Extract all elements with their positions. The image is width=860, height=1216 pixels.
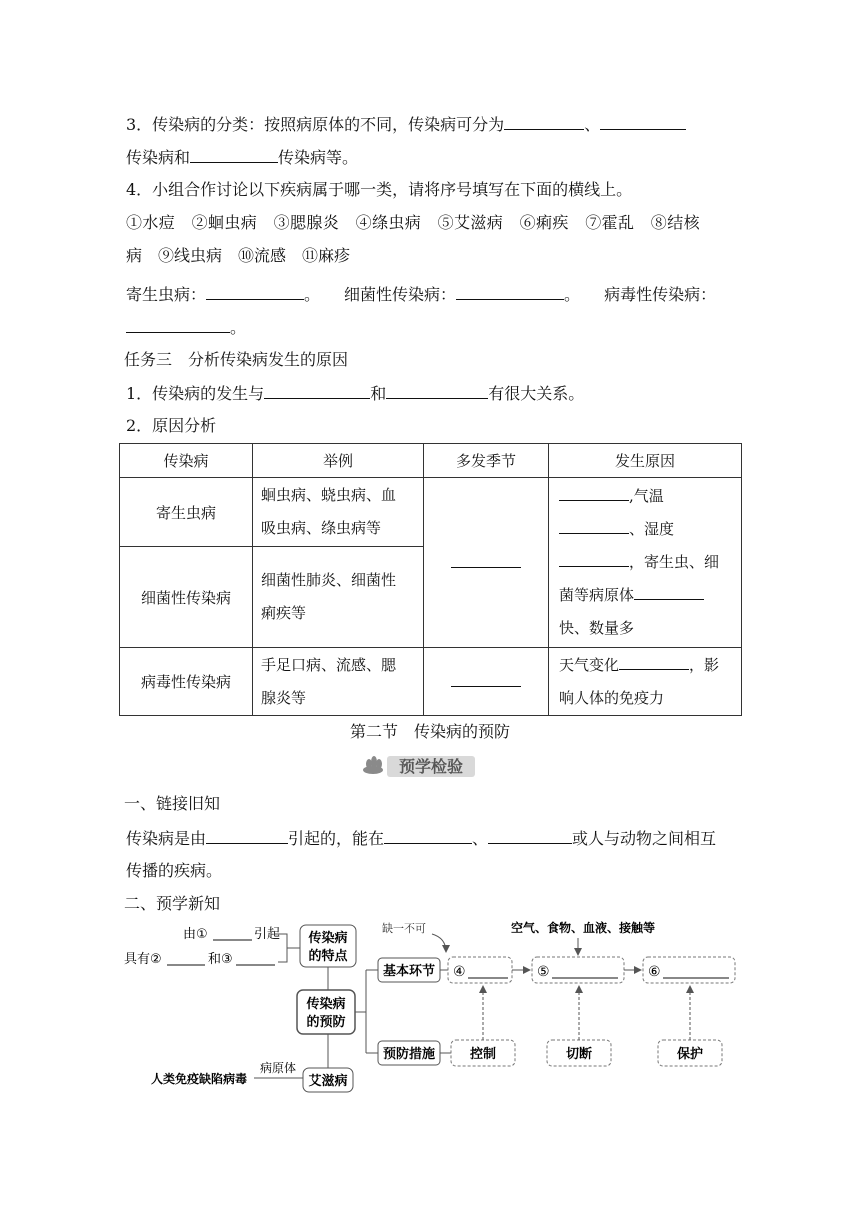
answer-blank[interactable]: [206, 282, 304, 300]
viral-label: 病毒性传染病：: [604, 285, 717, 304]
table-row: [120, 648, 742, 716]
answer-blank[interactable]: [559, 500, 629, 501]
protect-text: 保护: [676, 1047, 704, 1062]
disease-type-cell: 细菌性传染病: [120, 547, 253, 648]
period: 。: [230, 318, 247, 337]
answer-blank[interactable]: [559, 566, 629, 567]
example-cell: [253, 478, 424, 547]
cause-cell: [549, 478, 742, 648]
cause-line: [559, 579, 731, 612]
answer-blank[interactable]: [386, 381, 488, 399]
link-text: 、: [472, 829, 489, 848]
answer-blank[interactable]: [264, 381, 370, 399]
q3-text: 传染病等。: [278, 148, 359, 167]
task3-q2: 2．原因分析: [126, 416, 217, 435]
prevention-box-line: 的预防: [306, 1015, 346, 1030]
season-cell[interactable]: [424, 648, 549, 716]
answer-blank[interactable]: [384, 826, 472, 844]
node-6-label: ⑥: [648, 964, 661, 980]
task3-title: 任务三 分析传染病发生的原因: [124, 350, 349, 369]
features-box-line: 传染病: [308, 931, 348, 946]
header-cell: 举例: [253, 444, 424, 478]
connector: [355, 970, 378, 1053]
cause-analysis-table: [119, 443, 742, 716]
cause-text: ，影: [689, 655, 720, 674]
node-5-label: ⑤: [537, 964, 550, 980]
answer-blank[interactable]: [126, 315, 230, 333]
cause-line: [559, 480, 731, 513]
table-header-row: [120, 444, 742, 478]
answer-blank[interactable]: [190, 145, 278, 163]
classification-answers-cont: [126, 315, 246, 340]
example-text: 腺炎等: [261, 688, 307, 707]
disease-type-cell: 寄生虫病: [120, 478, 253, 547]
answer-blank[interactable]: [619, 669, 689, 670]
example-cell: [253, 648, 424, 716]
feature-label-a: 具有②: [124, 952, 162, 967]
preview-banner: [361, 753, 477, 779]
question-3-line1: [126, 112, 686, 137]
cutoff-text: 切断: [565, 1047, 593, 1062]
cause-text: 天气变化: [559, 655, 620, 674]
period: 。: [304, 285, 321, 304]
answer-blank[interactable]: [600, 112, 686, 130]
cause-text: 快、数量多: [559, 619, 635, 637]
control-text: 控制: [469, 1047, 497, 1062]
q1-text: 和: [370, 384, 387, 403]
prevention-box-line: 传染病: [306, 997, 346, 1012]
cause-text: 响人体的免疫力: [559, 688, 665, 707]
answer-blank[interactable]: [488, 826, 572, 844]
question-4: 4．小组合作讨论以下疾病属于哪一类，请将序号填写在下面的横线上。: [126, 180, 633, 199]
link-text: 引起的，能在: [288, 829, 385, 848]
routes-label: 空气、食物、血液、接触等: [511, 921, 656, 935]
separator: 、: [584, 115, 601, 134]
example-text: 手足口病、流感、腮: [261, 655, 397, 674]
question-3-line2: [126, 145, 358, 170]
cause-text: ，寄生虫、细: [629, 553, 720, 571]
essential-note: 缺一不可: [382, 922, 426, 935]
q3-text: 传染病和: [126, 148, 191, 167]
example-text: 细菌性肺炎、细菌性: [261, 571, 397, 589]
classification-answers: [126, 282, 716, 307]
link-old-title: 一、链接旧知: [124, 794, 221, 813]
link-old-sentence-cont: 传播的疾病。: [126, 861, 223, 880]
example-text: 吸虫病、绦虫病等: [261, 519, 382, 537]
header-cell: 传染病: [120, 444, 253, 478]
virus-label: 人类免疫缺陷病毒: [151, 1072, 248, 1086]
aids-box-text: 艾滋病: [308, 1074, 348, 1089]
features-box-line: 的特点: [308, 949, 348, 964]
disease-list-line1: ①水痘 ②蛔虫病 ③腮腺炎 ④绦虫病 ⑤艾滋病 ⑥痢疾 ⑦霍乱 ⑧结核: [126, 213, 701, 232]
cause-label-b: 引起: [254, 927, 281, 942]
example-text: 痢疾等: [261, 604, 307, 622]
task3-q1: [126, 381, 584, 406]
cause-label-a: 由①: [183, 927, 208, 942]
cause-text: 、湿度: [629, 520, 675, 538]
header-cell: 多发季节: [424, 444, 549, 478]
feature-label-b: 和③: [208, 952, 233, 967]
pathogen-label: 病原体: [259, 1061, 297, 1075]
measures-text: 预防措施: [382, 1047, 436, 1062]
preview-new-title: 二、预学新知: [124, 894, 221, 913]
cause-line: [559, 546, 731, 579]
answer-blank[interactable]: [206, 826, 288, 844]
bacterial-label: 细菌性传染病：: [344, 285, 457, 304]
answer-blank[interactable]: [456, 282, 564, 300]
link-text: 传染病是由: [126, 829, 207, 848]
basic-links-text: 基本环节: [382, 964, 436, 979]
node-4-label: ④: [453, 964, 466, 980]
concept-map: [0, 905, 860, 1095]
q1-text: 有很大关系。: [488, 384, 585, 403]
season-cell[interactable]: [424, 478, 549, 648]
cause-cell: [549, 648, 742, 716]
header-cell: 发生原因: [549, 444, 742, 478]
section-title: 第二节 传染病的预防: [349, 722, 510, 741]
period: 。: [564, 285, 581, 304]
example-text: 蛔虫病、蛲虫病、血: [261, 486, 397, 504]
answer-blank[interactable]: [504, 112, 584, 130]
banner-text: 预学检验: [398, 757, 464, 776]
cause-text: 菌等病原体: [559, 586, 635, 604]
cause-text: ,气温: [629, 487, 664, 505]
cause-line: [559, 513, 731, 546]
arrow: [432, 934, 446, 952]
parasitic-label: 寄生虫病：: [126, 285, 207, 304]
q1-text: 1．传染病的发生与: [126, 384, 265, 403]
cause-line: [559, 649, 731, 682]
answer-blank[interactable]: [559, 533, 629, 534]
disease-type-cell: 病毒性传染病: [120, 648, 253, 716]
link-text: 或人与动物之间相互: [572, 829, 717, 848]
table-row: [120, 478, 742, 547]
answer-blank[interactable]: [451, 567, 521, 568]
link-old-sentence: [126, 826, 716, 851]
answer-blank[interactable]: [451, 686, 521, 687]
example-cell: [253, 547, 424, 648]
q3-text: 3．传染病的分类：按照病原体的不同，传染病可分为: [126, 115, 505, 134]
disease-list-line2: 病 ⑨线虫病 ⑩流感 ⑪麻疹: [126, 246, 351, 265]
answer-blank[interactable]: [634, 599, 704, 600]
